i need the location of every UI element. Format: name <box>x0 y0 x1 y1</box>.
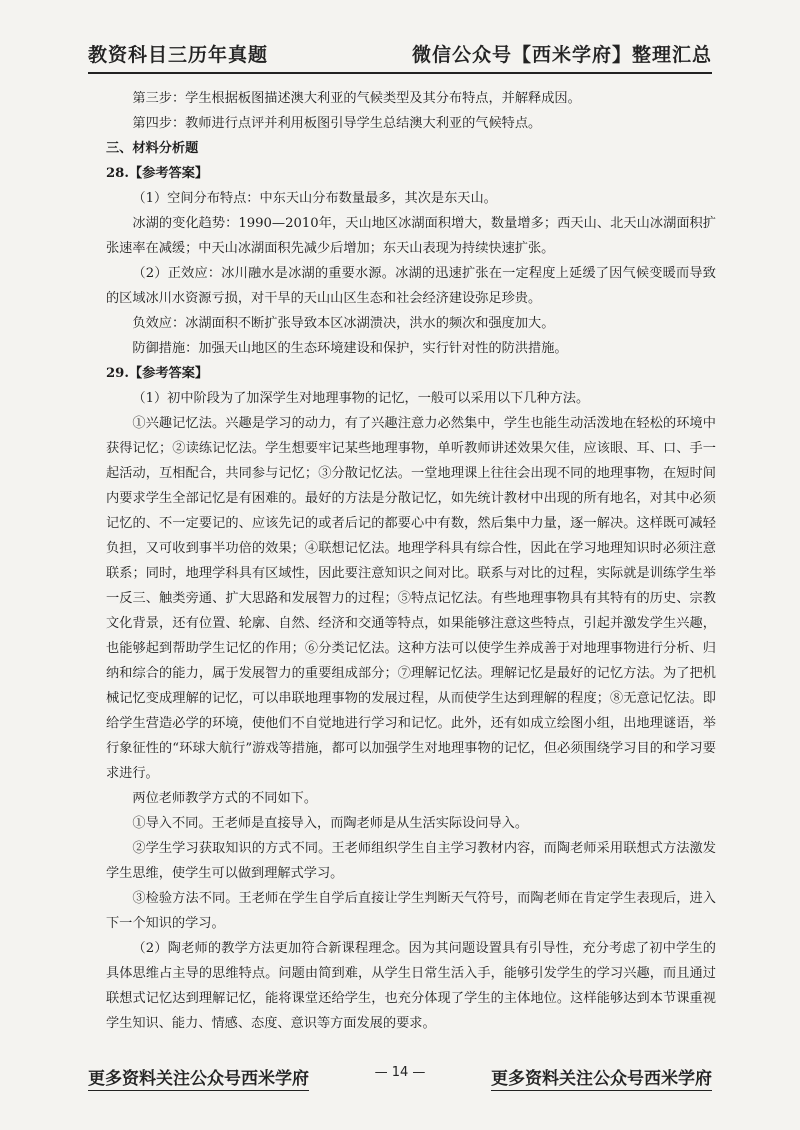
paragraph-memory-methods: ①兴趣记忆法。兴趣是学习的动力，有了兴趣注意力必然集中，学生也能生动活泼地在轻松的环境中获得记忆；②读练记忆法。学生想要牢记某些地理事物，单听教师讲述效果欠佳，应该眼、耳、口、手一起活动，互相配合，共同参与记忆；③分散记忆法。一堂地理课上往往会出现不同的地理事物，在短时间内要求学生全部记忆是有困难的。最好的方法是分散记忆，如先统计教材中出现的所有地名，对其中必须记忆的、不一定要记的、应该先记的或者后记的都要心中有数，然后集中力量，逐一解决。这样既可减轻负担，又可收到事半功倍的效果；④联想记忆法。地理学科具有综合性，因此在学习地理知识时必须注意联系；同时，地理学科具有区域性，因此要注意知识之间对比。联系与对比的过程，实际就是训练学生举一反三、触类旁通、扩大思路和发展智力的过程；⑤特点记忆法。有些地理事物具有其特有的历史、宗教文化背景，还有位置、轮廓、自然、经济和交通等特点，如果能够注意这些特点，引起并激发学生兴趣，也能够起到帮助学生记忆的作用；⑥分类记忆法。这种方法可以使学生养成善于对地理事物进行分析、归纳和综合的能力，属于发展智力的重要组成部分；⑦理解记忆法。理解记忆是最好的记忆方法。为了把机械记忆变成理解的记忆，可以串联地理事物的发展过程，从而使学生达到理解的程度；⑧无意记忆法。即给学生营造必学的环境，使他们不自觉地进行学习和记忆。此外，还有如成立绘图小组，出地理谜语，举行象征性的“环球大航行”游戏等措施，都可以加强学生对地理事物的记忆，但必须围绕学习目的和学习要求进行。 <box>106 416 716 781</box>
paragraph-step-four: 第四步：教师进行点评并利用板图引导学生总结澳大利亚的气候特点。 <box>132 116 542 131</box>
page-number: — 14 — <box>374 1065 426 1080</box>
paragraph-defense-measures: 防御措施：加强天山地区的生态环境建设和保护，实行针对性的防洪措施。 <box>132 341 568 356</box>
question-28-answer-heading: 28.【参考答案】 <box>106 166 209 181</box>
paragraph-difference-introduction: ①导入不同。王老师是直接导入，而陶老师是从生活实际设问导入。 <box>132 816 529 831</box>
paragraph-difference-testing: ③检验方法不同。王老师在学生自学后直接让学生判断天气符号，而陶老师在肯定学生表现后，进入下一个知识的学习。 <box>106 891 716 931</box>
paragraph-positive-effect: （2）正效应：冰川融水是冰湖的重要水源。冰湖的迅速扩张在一定程度上延缓了因气候变暖而导致的区域冰川水资源亏损，对干旱的天山山区生态和社会经济建设弥足珍贵。 <box>106 266 716 306</box>
question-29-answer-heading: 29.【参考答案】 <box>106 366 209 381</box>
section-heading-material-analysis: 三、材料分析题 <box>106 141 199 156</box>
paragraph-spatial-distribution: （1）空间分布特点：中东天山分布数量最多，其次是东天山。 <box>132 191 497 206</box>
paragraph-difference-learning: ②学生学习获取知识的方式不同。王老师组织学生自主学习教材内容，而陶老师采用联想式方法激发学生思维，使学生可以做到理解式学习。 <box>106 841 716 881</box>
header-left-title: 教资科目三历年真题 <box>88 44 269 66</box>
page-header <box>88 38 712 74</box>
header-right-title: 微信公众号【西米学府】整理汇总 <box>411 44 712 66</box>
paragraph-step-three: 第三步：学生根据板图描述澳大利亚的气候类型及其分布特点，并解释成因。 <box>132 91 581 106</box>
footer-right-note: 更多资料关注公众号西米学府 <box>491 1064 712 1091</box>
paragraph-memory-methods-intro: （1）初中阶段为了加深学生对地理事物的记忆，一般可以采用以下几种方法。 <box>132 391 590 406</box>
footer-left-note: 更多资料关注公众号西米学府 <box>88 1064 309 1091</box>
paragraph-teaching-differences-intro: 两位老师教学方式的不同如下。 <box>132 791 318 806</box>
paragraph-change-trend: 冰湖的变化趋势：1990—2010年，天山地区冰湖面积增大，数量增多；西天山、北天山冰湖面积扩张速率在减缓；中天山冰湖面积先减少后增加；东天山表现为持续快速扩张。 <box>106 216 716 256</box>
paragraph-evaluation: （2）陶老师的教学方法更加符合新课程理念。因为其问题设置具有引导性，充分考虑了初中学生的具体思维占主导的思维特点。问题由简到难，从学生日常生活入手，能够引发学生的学习兴趣，而且通过联想式记忆达到理解记忆，能将课堂还给学生，也充分体现了学生的主体地位。这样能够达到本节课重视学生知识、能力、情感、态度、意识等方面发展的要求。 <box>106 941 716 1031</box>
paragraph-negative-effect: 负效应：冰湖面积不断扩张导致本区冰湖溃决，洪水的频次和强度加大。 <box>132 316 555 331</box>
document-body <box>106 86 716 1036</box>
